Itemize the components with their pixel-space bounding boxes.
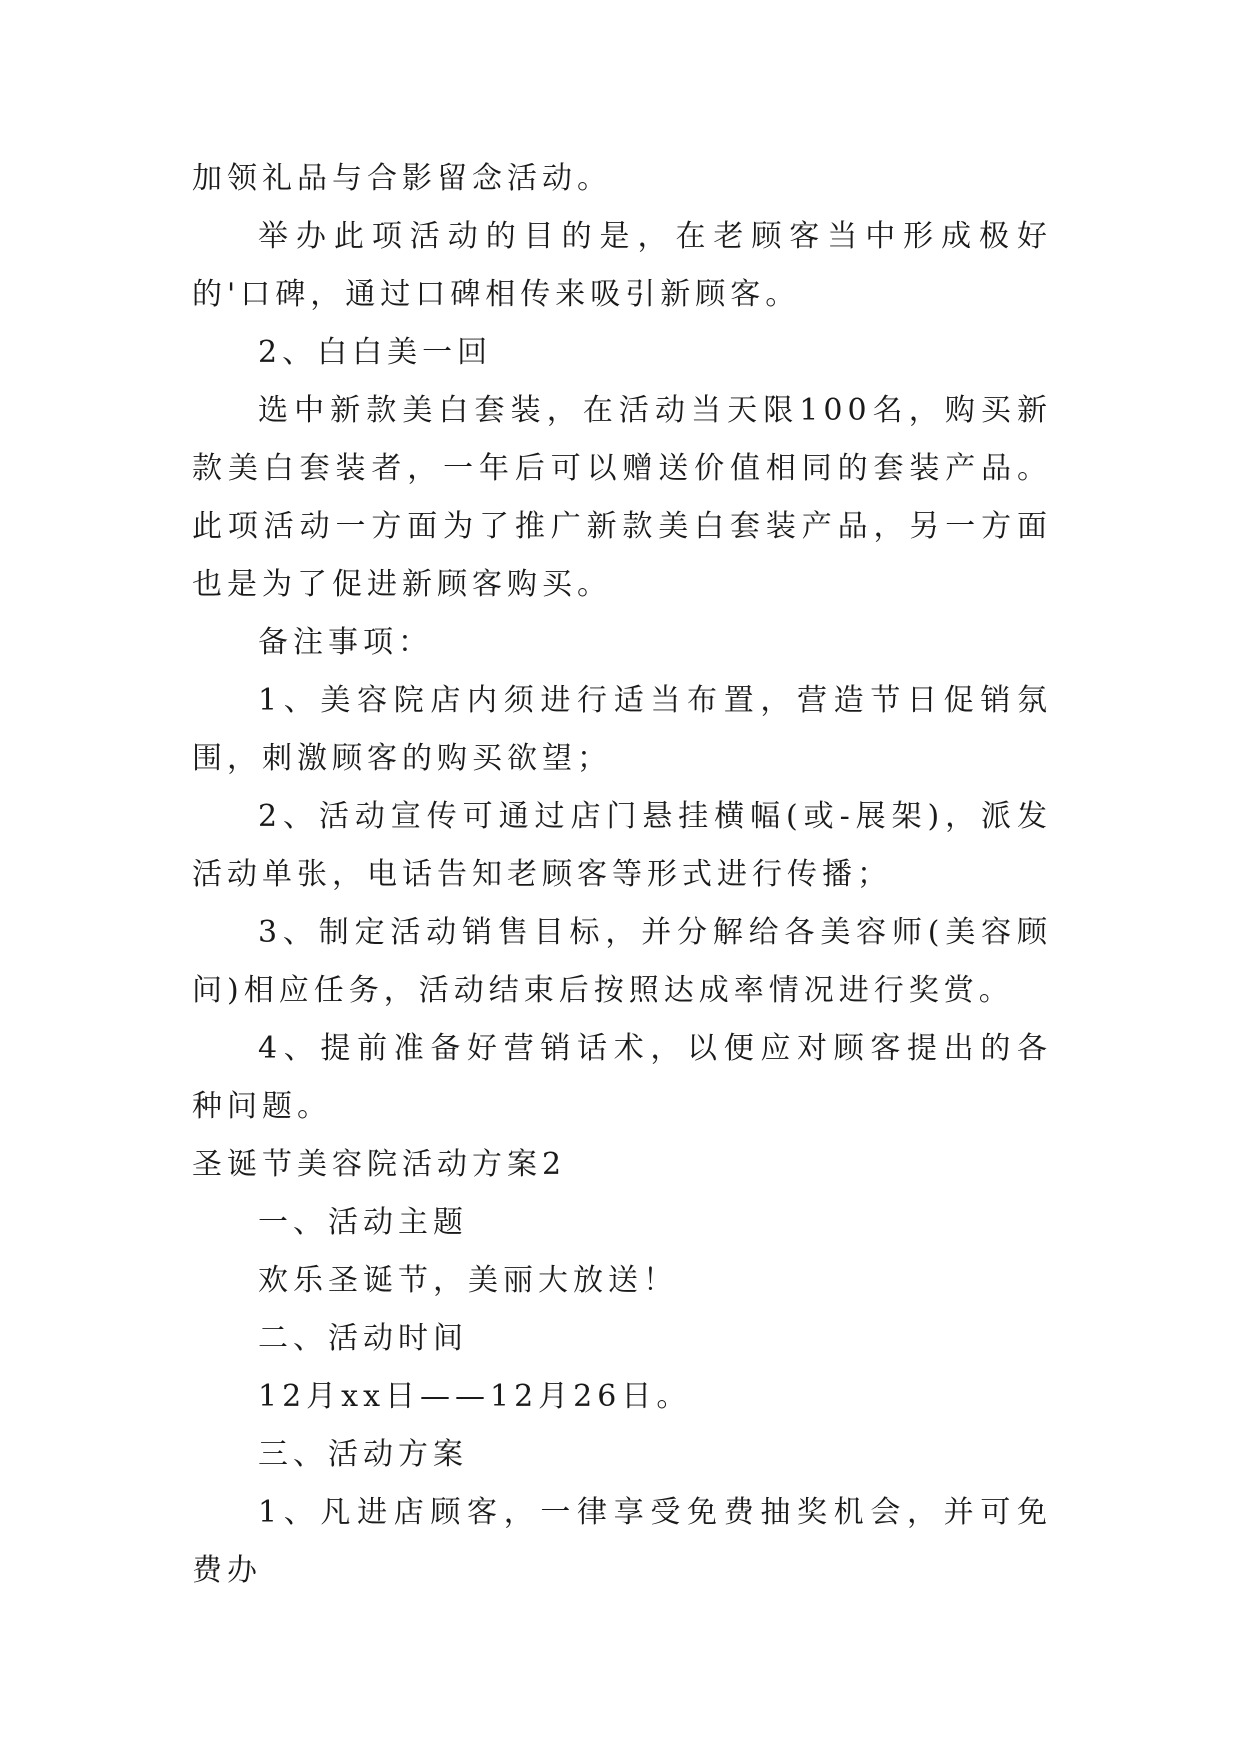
paragraph-whitening-offer: 选中新款美白套装，在活动当天限100名，购买新款美白套装者，一年后可以赠送价值相同的套装产品。此项活动一方面为了推广新款美白套装产品，另一方面也是为了促进新顾客购买。 — [192, 393, 1052, 602]
time-text: 12月xx日——12月26日。 — [258, 1379, 692, 1414]
heading-time: 二、活动时间 — [258, 1321, 468, 1356]
heading-plan: 三、活动方案 — [258, 1437, 468, 1472]
plan-item-1: 1、凡进店顾客，一律享受免费抽奖机会，并可免费办 — [192, 1495, 1052, 1588]
note-item-4: 4、提前准备好营销话术，以便应对顾客提出的各种问题。 — [192, 1031, 1052, 1124]
note-item-2: 2、活动宣传可通过店门悬挂横幅(或-展架)，派发活动单张，电话告知老顾客等形式进行传播； — [192, 799, 1052, 892]
paragraph-purpose: 举办此项活动的目的是，在老顾客当中形成极好的'口碑，通过口碑相传来吸引新顾客。 — [192, 219, 1052, 312]
theme-text: 欢乐圣诞节，美丽大放送！ — [258, 1263, 678, 1298]
paragraph-continuation: 加领礼品与合影留念活动。 — [192, 161, 612, 196]
notes-heading: 备注事项： — [258, 625, 433, 660]
item-heading-2: 2、白白美一回 — [258, 335, 493, 370]
note-item-3: 3、制定活动销售目标，并分解给各美容师(美容顾问)相应任务，活动结束后按照达成率情况进行奖赏。 — [192, 915, 1052, 1008]
note-item-1: 1、美容院店内须进行适当布置，营造节日促销氛围，刺激顾客的购买欲望； — [192, 683, 1052, 776]
heading-theme: 一、活动主题 — [258, 1205, 468, 1240]
section-title: 圣诞节美容院活动方案2 — [192, 1147, 567, 1182]
document-body — [192, 150, 1052, 1600]
